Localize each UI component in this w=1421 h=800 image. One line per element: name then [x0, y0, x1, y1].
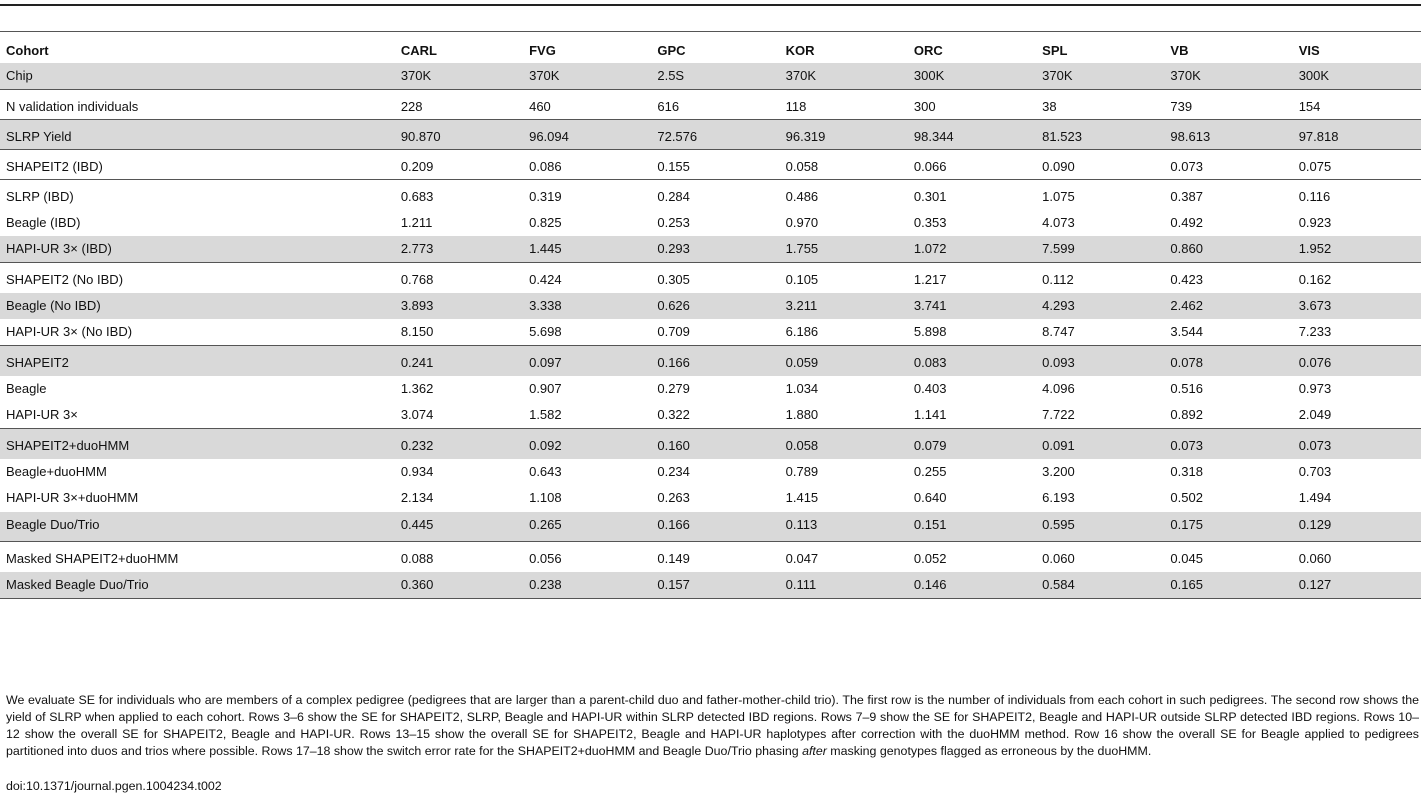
column-header: GPC	[657, 43, 686, 58]
table-cell: 0.387	[1164, 180, 1292, 210]
table-cell: 7.599	[1036, 236, 1164, 263]
column-header: VIS	[1298, 43, 1320, 58]
table-cell: 0.305	[651, 263, 779, 293]
table-cell: 1.141	[913, 407, 947, 422]
table-cell: 5.698	[529, 324, 562, 339]
footnote-emphasis: after	[802, 744, 827, 758]
table-cell: 0.703	[1298, 463, 1332, 479]
table-cell: 300K	[1293, 63, 1421, 90]
table-cell: 0.073	[1164, 429, 1292, 459]
row-label: Masked Beagle Duo/Trio	[0, 572, 395, 599]
row-label: Masked SHAPEIT2+duoHMM	[0, 542, 395, 572]
row-label: HAPI-UR 3×	[6, 407, 78, 422]
table-cell: 300K	[908, 63, 1036, 90]
table-cell: 0.151	[908, 512, 1036, 542]
table-cell: 616	[651, 90, 779, 120]
table-row	[0, 429, 1421, 459]
table-cell: 370K	[780, 63, 908, 90]
table-cell: 118	[780, 90, 908, 120]
table-cell: 2.5S	[651, 63, 779, 90]
table-cell: 0.090	[1036, 150, 1164, 180]
table-row	[0, 180, 1421, 210]
table-cell: 0.640	[913, 490, 947, 505]
table-cell: 0.232	[395, 429, 523, 459]
row-label: SHAPEIT2 (IBD)	[0, 150, 395, 180]
table-cell: 0.075	[1293, 150, 1421, 180]
column-header: SPL	[1042, 43, 1068, 58]
table-cell: 0.238	[523, 572, 651, 599]
table-cell: 0.923	[1298, 214, 1332, 230]
table-cell: 228	[395, 90, 523, 120]
row-label: Chip	[0, 63, 395, 90]
table-cell: 0.423	[1164, 263, 1292, 293]
table-cell: 1.072	[908, 236, 1036, 263]
table-cell: 0.353	[913, 214, 947, 230]
footnote-text-start: We evaluate SE for individuals who are members of a complex pedigree (pedigrees that are larger than a parent-child duo and father-mother-child trio). The first row is the number of individuals from each cohort in such pedigrees. The second row shows the yield of SLRP when applied to each cohort. Rows 3–6 show the SE for SHAPEIT2, SLRP, Beagle and HAPI-UR within SLRP detected IBD regions. Rows 7–9 show the SE for SHAPEIT2, Beagle and HAPI-UR outside SLRP detected IBD regions. Rows 10–12 show the overall SE for SHAPEIT2, Beagle and HAPI-UR. Rows 13–15 show the overall SE for SHAPEIT2, Beagle and HAPI-UR haplotypes after correction with the duoHMM method. Row 16 show the overall SE for Beagle applied to pedigrees partitioned into duos and trios where possible. Rows 17–18 show the switch error rate for the SHAPEIT2+duoHMM and Beagle Duo/Trio phasing	[6, 693, 1419, 758]
table-cell: 8.150	[400, 324, 434, 339]
table-cell: 0.209	[395, 150, 523, 180]
row-label: SHAPEIT2+duoHMM	[0, 429, 395, 459]
table-cell: 2.134	[400, 490, 434, 505]
table-footnote	[6, 692, 1419, 760]
table-row	[0, 376, 1421, 403]
table-cell: 3.893	[395, 293, 523, 320]
table-cell: 0.105	[780, 263, 908, 293]
table-cell: 0.301	[908, 180, 1036, 210]
table-cell: 97.818	[1293, 120, 1421, 150]
table-cell: 5.898	[913, 324, 947, 339]
table-cell: 0.255	[913, 463, 947, 479]
table-cell: 3.673	[1293, 293, 1421, 320]
table-cell: 7.233	[1298, 324, 1332, 339]
table-cell: 2.049	[1298, 407, 1332, 422]
table-cell: 739	[1164, 90, 1292, 120]
table-cell: 0.279	[657, 380, 690, 396]
row-label: HAPI-UR 3× (IBD)	[0, 236, 395, 263]
table-cell: 0.234	[657, 463, 690, 479]
table-row	[0, 512, 1421, 542]
table-row	[0, 63, 1421, 90]
table-body	[0, 63, 1421, 598]
table-row	[0, 402, 1421, 429]
table-cell: 0.060	[1293, 542, 1421, 572]
table-cell: 0.146	[908, 572, 1036, 599]
row-label: SLRP Yield	[0, 120, 395, 150]
table-cell: 0.083	[908, 346, 1036, 376]
table-cell: 96.319	[780, 120, 908, 150]
column-header: FVG	[529, 43, 556, 58]
table-cell: 0.078	[1164, 346, 1292, 376]
table-cell: 1.445	[523, 236, 651, 263]
table-cell: 1.755	[780, 236, 908, 263]
table-cell: 0.166	[651, 512, 779, 542]
row-label: Beagle+duoHMM	[6, 463, 107, 479]
table-cell: 0.058	[780, 429, 908, 459]
table-cell: 0.092	[523, 429, 651, 459]
table-cell: 460	[523, 90, 651, 120]
results-table	[0, 37, 1421, 599]
table-cell: 0.047	[780, 542, 908, 572]
table-cell: 0.093	[1036, 346, 1164, 376]
table-cell: 0.097	[523, 346, 651, 376]
table-cell: 0.284	[651, 180, 779, 210]
table-cell: 300	[908, 90, 1036, 120]
doi-link[interactable]: doi:10.1371/journal.pgen.1004234.t002	[6, 779, 222, 793]
table-cell: 2.462	[1164, 293, 1292, 320]
table-cell: 0.263	[657, 490, 690, 505]
table-cell: 0.516	[1170, 380, 1203, 396]
table-cell: 0.052	[908, 542, 1036, 572]
table-cell: 0.079	[908, 429, 1036, 459]
table-cell: 1.075	[1036, 180, 1164, 210]
table-row	[0, 263, 1421, 293]
table-row	[0, 236, 1421, 263]
table-row	[0, 210, 1421, 237]
table-cell: 98.613	[1164, 120, 1292, 150]
row-label: SHAPEIT2	[0, 346, 395, 376]
table-cell: 0.127	[1293, 572, 1421, 599]
table-cell: 0.157	[651, 572, 779, 599]
table-row	[0, 572, 1421, 599]
header-row	[0, 37, 1421, 63]
table-cell: 0.175	[1164, 512, 1292, 542]
table-cell: 0.970	[785, 214, 819, 230]
table-cell: 90.870	[395, 120, 523, 150]
table-cell: 0.907	[529, 380, 562, 396]
column-header: Cohort	[6, 43, 49, 58]
table-row	[0, 459, 1421, 486]
table-cell: 0.241	[395, 346, 523, 376]
table-cell: 2.773	[395, 236, 523, 263]
table-cell: 8.747	[1042, 324, 1075, 339]
table-header-rule	[0, 31, 1421, 32]
table-cell: 0.973	[1298, 380, 1332, 396]
table-cell: 0.116	[1293, 180, 1421, 210]
column-header: CARL	[400, 43, 437, 58]
table-cell: 3.211	[780, 293, 908, 320]
table-cell: 0.265	[523, 512, 651, 542]
table-cell: 38	[1036, 90, 1164, 120]
table-row	[0, 150, 1421, 180]
table-row	[0, 319, 1421, 346]
table-cell: 0.066	[908, 150, 1036, 180]
row-label: Beagle Duo/Trio	[0, 512, 395, 542]
table-cell: 0.502	[1170, 490, 1203, 505]
table-cell: 1.217	[908, 263, 1036, 293]
table-cell: 81.523	[1036, 120, 1164, 150]
table-top-rule	[0, 4, 1421, 6]
table-cell: 4.096	[1042, 380, 1075, 396]
table-cell: 96.094	[523, 120, 651, 150]
table-cell: 0.768	[395, 263, 523, 293]
table-cell: 6.193	[1042, 490, 1075, 505]
row-label: Beagle (No IBD)	[0, 293, 395, 320]
table-cell: 0.584	[1036, 572, 1164, 599]
table-cell: 0.155	[651, 150, 779, 180]
table-cell: 370K	[395, 63, 523, 90]
row-label: N validation individuals	[0, 90, 395, 120]
footnote-text-end: masking genotypes flagged as erroneous by the duoHMM.	[826, 744, 1152, 758]
row-label: SLRP (IBD)	[0, 180, 395, 210]
table-cell: 0.086	[523, 150, 651, 180]
table-cell: 0.088	[395, 542, 523, 572]
table-cell: 0.091	[1036, 429, 1164, 459]
table-cell: 0.253	[657, 214, 690, 230]
table-cell: 0.166	[651, 346, 779, 376]
table-cell: 72.576	[651, 120, 779, 150]
table-cell: 3.200	[1042, 463, 1075, 479]
table-cell: 0.595	[1036, 512, 1164, 542]
table-cell: 0.322	[657, 407, 690, 422]
row-label: Beagle	[6, 380, 47, 396]
table-cell: 154	[1293, 90, 1421, 120]
table-cell: 0.160	[651, 429, 779, 459]
table-cell: 0.486	[780, 180, 908, 210]
column-header: VB	[1170, 43, 1189, 58]
table-cell: 1.415	[785, 490, 819, 505]
table-cell: 0.060	[1036, 542, 1164, 572]
table-row	[0, 485, 1421, 512]
row-label: HAPI-UR 3×+duoHMM	[6, 490, 139, 505]
table-cell: 0.056	[523, 542, 651, 572]
table-cell: 1.494	[1298, 490, 1332, 505]
table-cell: 0.360	[395, 572, 523, 599]
table-cell: 1.362	[400, 380, 434, 396]
table-cell: 0.424	[523, 263, 651, 293]
table-cell: 0.492	[1170, 214, 1203, 230]
table-cell: 98.344	[908, 120, 1036, 150]
footnote-text	[6, 692, 1419, 760]
table-cell: 0.059	[780, 346, 908, 376]
table-cell: 3.544	[1170, 324, 1203, 339]
table-cell: 0.058	[780, 150, 908, 180]
table-cell: 3.741	[908, 293, 1036, 320]
table-cell: 370K	[523, 63, 651, 90]
table-cell: 1.108	[529, 490, 562, 505]
table-cell: 0.319	[523, 180, 651, 210]
table-cell: 0.709	[657, 324, 690, 339]
table-cell: 0.076	[1293, 346, 1421, 376]
table-cell: 0.165	[1164, 572, 1292, 599]
table-row	[0, 293, 1421, 320]
table-row	[0, 120, 1421, 150]
table-cell: 1.880	[785, 407, 819, 422]
column-header: ORC	[913, 43, 943, 58]
row-label: SHAPEIT2 (No IBD)	[0, 263, 395, 293]
table-cell: 4.293	[1036, 293, 1164, 320]
table-cell: 7.722	[1042, 407, 1075, 422]
table-cell: 0.825	[529, 214, 562, 230]
table-cell: 0.445	[395, 512, 523, 542]
table-row	[0, 346, 1421, 376]
table-row	[0, 542, 1421, 572]
table-cell: 0.073	[1164, 150, 1292, 180]
table-cell: 0.073	[1293, 429, 1421, 459]
table-cell: 0.683	[395, 180, 523, 210]
table-cell: 370K	[1036, 63, 1164, 90]
row-label: HAPI-UR 3× (No IBD)	[6, 324, 133, 339]
table-cell: 1.211	[400, 214, 433, 230]
table-cell: 0.112	[1036, 263, 1164, 293]
table-cell: 0.789	[785, 463, 819, 479]
row-label: Beagle (IBD)	[6, 214, 81, 230]
table-cell: 0.045	[1164, 542, 1292, 572]
table-cell: 1.582	[529, 407, 562, 422]
table-cell: 1.952	[1293, 236, 1421, 263]
table-cell: 0.113	[780, 512, 908, 542]
table-cell: 0.318	[1170, 463, 1203, 479]
table-cell: 0.149	[651, 542, 779, 572]
table-cell: 6.186	[785, 324, 819, 339]
table-cell: 0.626	[651, 293, 779, 320]
table-cell: 0.293	[651, 236, 779, 263]
table-cell: 0.111	[780, 572, 908, 599]
table-cell: 3.074	[400, 407, 434, 422]
table-cell: 0.162	[1293, 263, 1421, 293]
table-cell: 3.338	[523, 293, 651, 320]
table-cell: 0.892	[1170, 407, 1203, 422]
table-cell: 1.034	[785, 380, 819, 396]
table-cell: 0.934	[400, 463, 434, 479]
table-cell: 0.643	[529, 463, 562, 479]
table-cell: 370K	[1164, 63, 1292, 90]
table-cell: 0.129	[1293, 512, 1421, 542]
column-header: KOR	[785, 43, 815, 58]
table-cell: 4.073	[1042, 214, 1075, 230]
table-row	[0, 90, 1421, 120]
table-cell: 0.860	[1164, 236, 1292, 263]
table-cell: 0.403	[913, 380, 947, 396]
